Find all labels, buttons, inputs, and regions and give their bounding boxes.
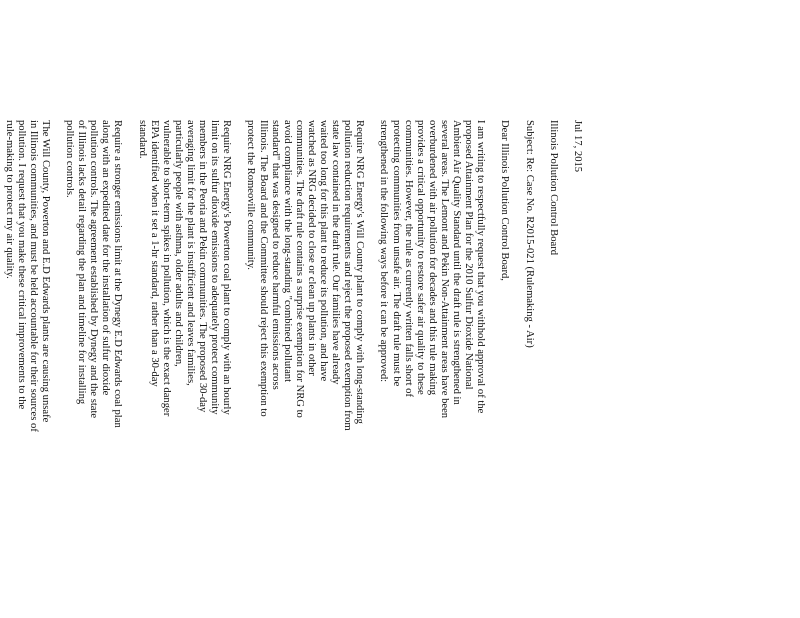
paragraph-line: vulnerable to short-term spikes in pollution, which is the exact danger bbox=[160, 120, 172, 417]
paragraph-line: Require NRG Energy's Will County plant to comply with long-standing bbox=[354, 120, 366, 424]
paragraph-line: overburdened with air pollution for decades and this rule making bbox=[426, 120, 438, 396]
paragraph-edwards bbox=[63, 120, 123, 618]
paragraph-line: Require a stronger emissions limit at the Dynegy E.D Edwards coal plan bbox=[112, 120, 124, 428]
letter bbox=[3, 120, 583, 618]
paragraph-line: standard" that was designed to reduce harmful emissions across bbox=[269, 120, 281, 390]
paragraph-line: averaging limit for the plant is insufficient and leaves families, bbox=[185, 120, 196, 386]
paragraph-line: protect the Romeoville community. bbox=[245, 120, 257, 270]
paragraph-line: particularly people with asthma, older adults and children, bbox=[172, 120, 184, 367]
letter-recipient: Illinois Pollution Control Board bbox=[547, 120, 559, 256]
paragraph-line: standard. bbox=[136, 120, 148, 159]
paragraph-line: Illinois. The Board and the Committee should reject this exemption to bbox=[257, 120, 269, 417]
paragraph-line: pollution reduction requirements and reject the proposed exemption from bbox=[342, 120, 354, 431]
letter-salutation: Dear Illinois Pollution Control Board, bbox=[499, 120, 511, 281]
paragraph-line: I am writing to respectfully request that you withhold approval of the bbox=[475, 120, 487, 414]
paragraph-intro bbox=[377, 120, 486, 618]
paragraph-line: watched as NRG decided to close or clean up plants in other bbox=[305, 120, 317, 376]
paragraph-line: along with an expedited date for the installation of sulfur dioxide bbox=[100, 120, 112, 396]
paragraph-line: pollution controls. The agreement established by Dynegy and the state bbox=[88, 120, 100, 419]
paragraph-line: Ambient Air Quality Standard until the draft rule is strengthened in bbox=[451, 120, 463, 405]
paragraph-line: limit on its sulfur dioxide emissions to adequately protect community bbox=[209, 120, 221, 415]
letter-date: Jul 17, 2015 bbox=[572, 120, 583, 173]
paragraph-line: EPA identified when it set a 1-hr standard, rather than a 30-day bbox=[148, 120, 160, 387]
paragraph-line: pollution. I request that you make these critical improvements to the bbox=[15, 120, 27, 410]
paragraph-line: in Illinois communities, and must be held accountable for their sources of bbox=[27, 120, 39, 432]
paragraph-line: waited too long for this plant to reduce its pollution, and have bbox=[318, 120, 330, 382]
paragraph-line: rule-making to protect my air quality. bbox=[3, 120, 15, 279]
paragraph-line: members in the Peoria and Pekin communities. The proposed 30-day bbox=[197, 120, 209, 413]
paragraph-line: of Illinois lacks detail regarding the plan and timeline for installing bbox=[76, 120, 88, 405]
paragraph-line: pollution controls. bbox=[64, 120, 76, 198]
paragraph-line: protecting communities from unsafe air. The draft rule must be bbox=[390, 120, 402, 387]
paragraph-line: communities. The draft rule contains a surprise exemption for NRG to bbox=[293, 120, 305, 418]
paragraph-line: The Will County, Powerton and E.D Edwards plants are causing unsafe bbox=[39, 120, 51, 423]
paragraph-line: several areas. The Lemont and Pekin Non-Attainment areas have been bbox=[438, 120, 450, 419]
paragraph-line: state law contained in the draft rule. Our families have already bbox=[330, 120, 342, 385]
letter-subject: Subject: Re: Case No. R2015-021 (Rulemaking - Air) bbox=[523, 120, 535, 348]
paragraph-will-county bbox=[244, 120, 365, 618]
paragraph-powerton bbox=[136, 120, 233, 618]
paragraph-line: avoid compliance with the long-standing "combined pollutant bbox=[281, 120, 293, 383]
paragraph-line: proposed Attainment Plan for the 2010 Sulfur Dioxide National bbox=[463, 120, 475, 390]
paragraph-line: strengthened in the following ways before it can be approved: bbox=[378, 120, 390, 383]
paragraph-line: Require NRG Energy's Powerton coal plant to comply with an hourly bbox=[221, 120, 233, 415]
paragraph-line: provides a critical opportunity to restore safer air quality to these bbox=[414, 120, 426, 395]
paragraph-line: communities. However, the rule as currently written falls short of bbox=[402, 120, 414, 397]
paragraph-conclusion bbox=[3, 120, 51, 618]
